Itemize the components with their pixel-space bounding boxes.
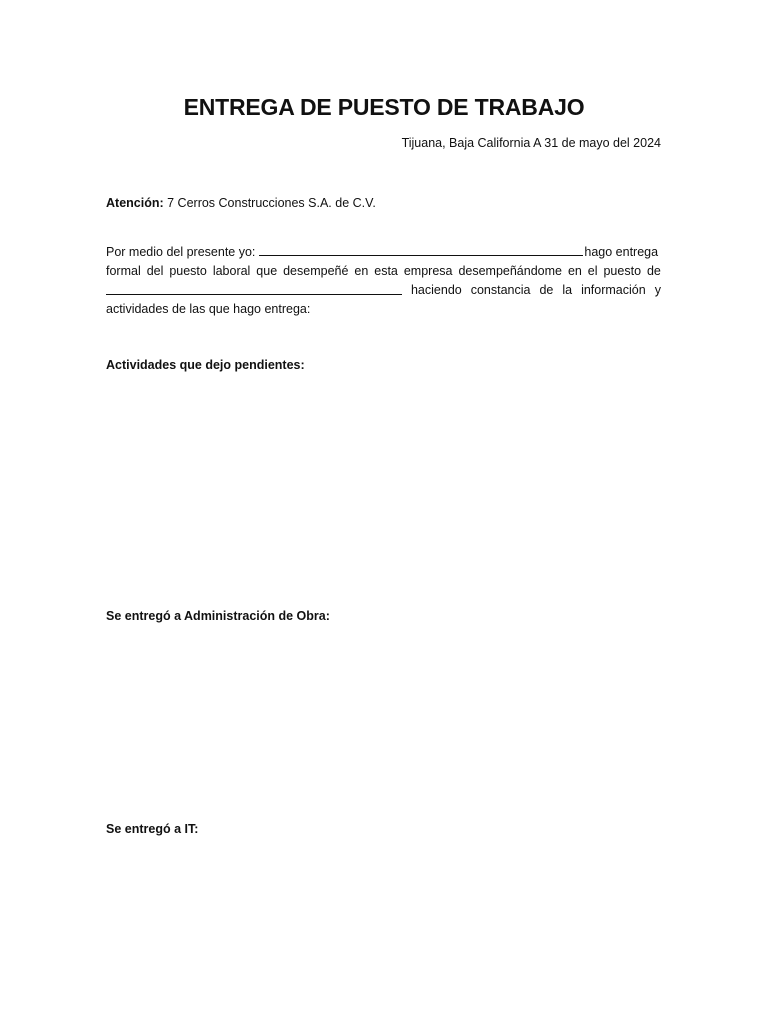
attention-label: Atención: — [106, 196, 164, 210]
word: desempeñándome — [458, 264, 562, 278]
word: y — [654, 283, 661, 297]
word: el — [587, 264, 598, 278]
word: en — [354, 264, 369, 278]
word: puesto — [603, 264, 642, 278]
word: laboral — [212, 264, 251, 278]
word: en — [567, 264, 582, 278]
word: información — [581, 283, 646, 297]
word: de — [539, 283, 554, 297]
section-admin-delivery: Se entregó a Administración de Obra: — [106, 609, 330, 623]
word: del — [146, 264, 164, 278]
word: de — [646, 264, 661, 278]
word: que — [256, 264, 278, 278]
word: constancia — [470, 283, 531, 297]
word: empresa — [403, 264, 453, 278]
section-it-delivery: Se entregó a IT: — [106, 822, 199, 836]
word: puesto — [169, 264, 207, 278]
body-line-4 — [106, 300, 661, 319]
attention-value: 7 Cerros Construcciones S.A. de C.V. — [167, 196, 376, 210]
attention-line — [106, 196, 376, 210]
word: esta — [374, 264, 398, 278]
body-intro-text: Por medio del presente yo: — [106, 245, 256, 259]
position-blank — [106, 281, 402, 295]
body-line-1-start — [106, 242, 658, 262]
section-pending-activities: Actividades que dejo pendientes: — [106, 358, 305, 372]
body-line-2 — [106, 262, 661, 281]
word: la — [562, 283, 573, 297]
body-line-1-end: hago entrega — [584, 245, 659, 259]
document-title: ENTREGA DE PUESTO DE TRABAJO — [183, 94, 585, 120]
name-blank — [259, 242, 583, 256]
word: formal — [106, 264, 141, 278]
word: desempeñé — [283, 264, 349, 278]
place-date: Tijuana, Baja California A 31 de mayo del 2024 — [401, 136, 661, 150]
word: haciendo — [410, 283, 462, 297]
body-paragraph — [106, 242, 661, 319]
body-line-3 — [106, 281, 661, 300]
body-line-4-text: actividades de las que hago entrega: — [106, 302, 311, 316]
body-line-1 — [106, 242, 661, 262]
